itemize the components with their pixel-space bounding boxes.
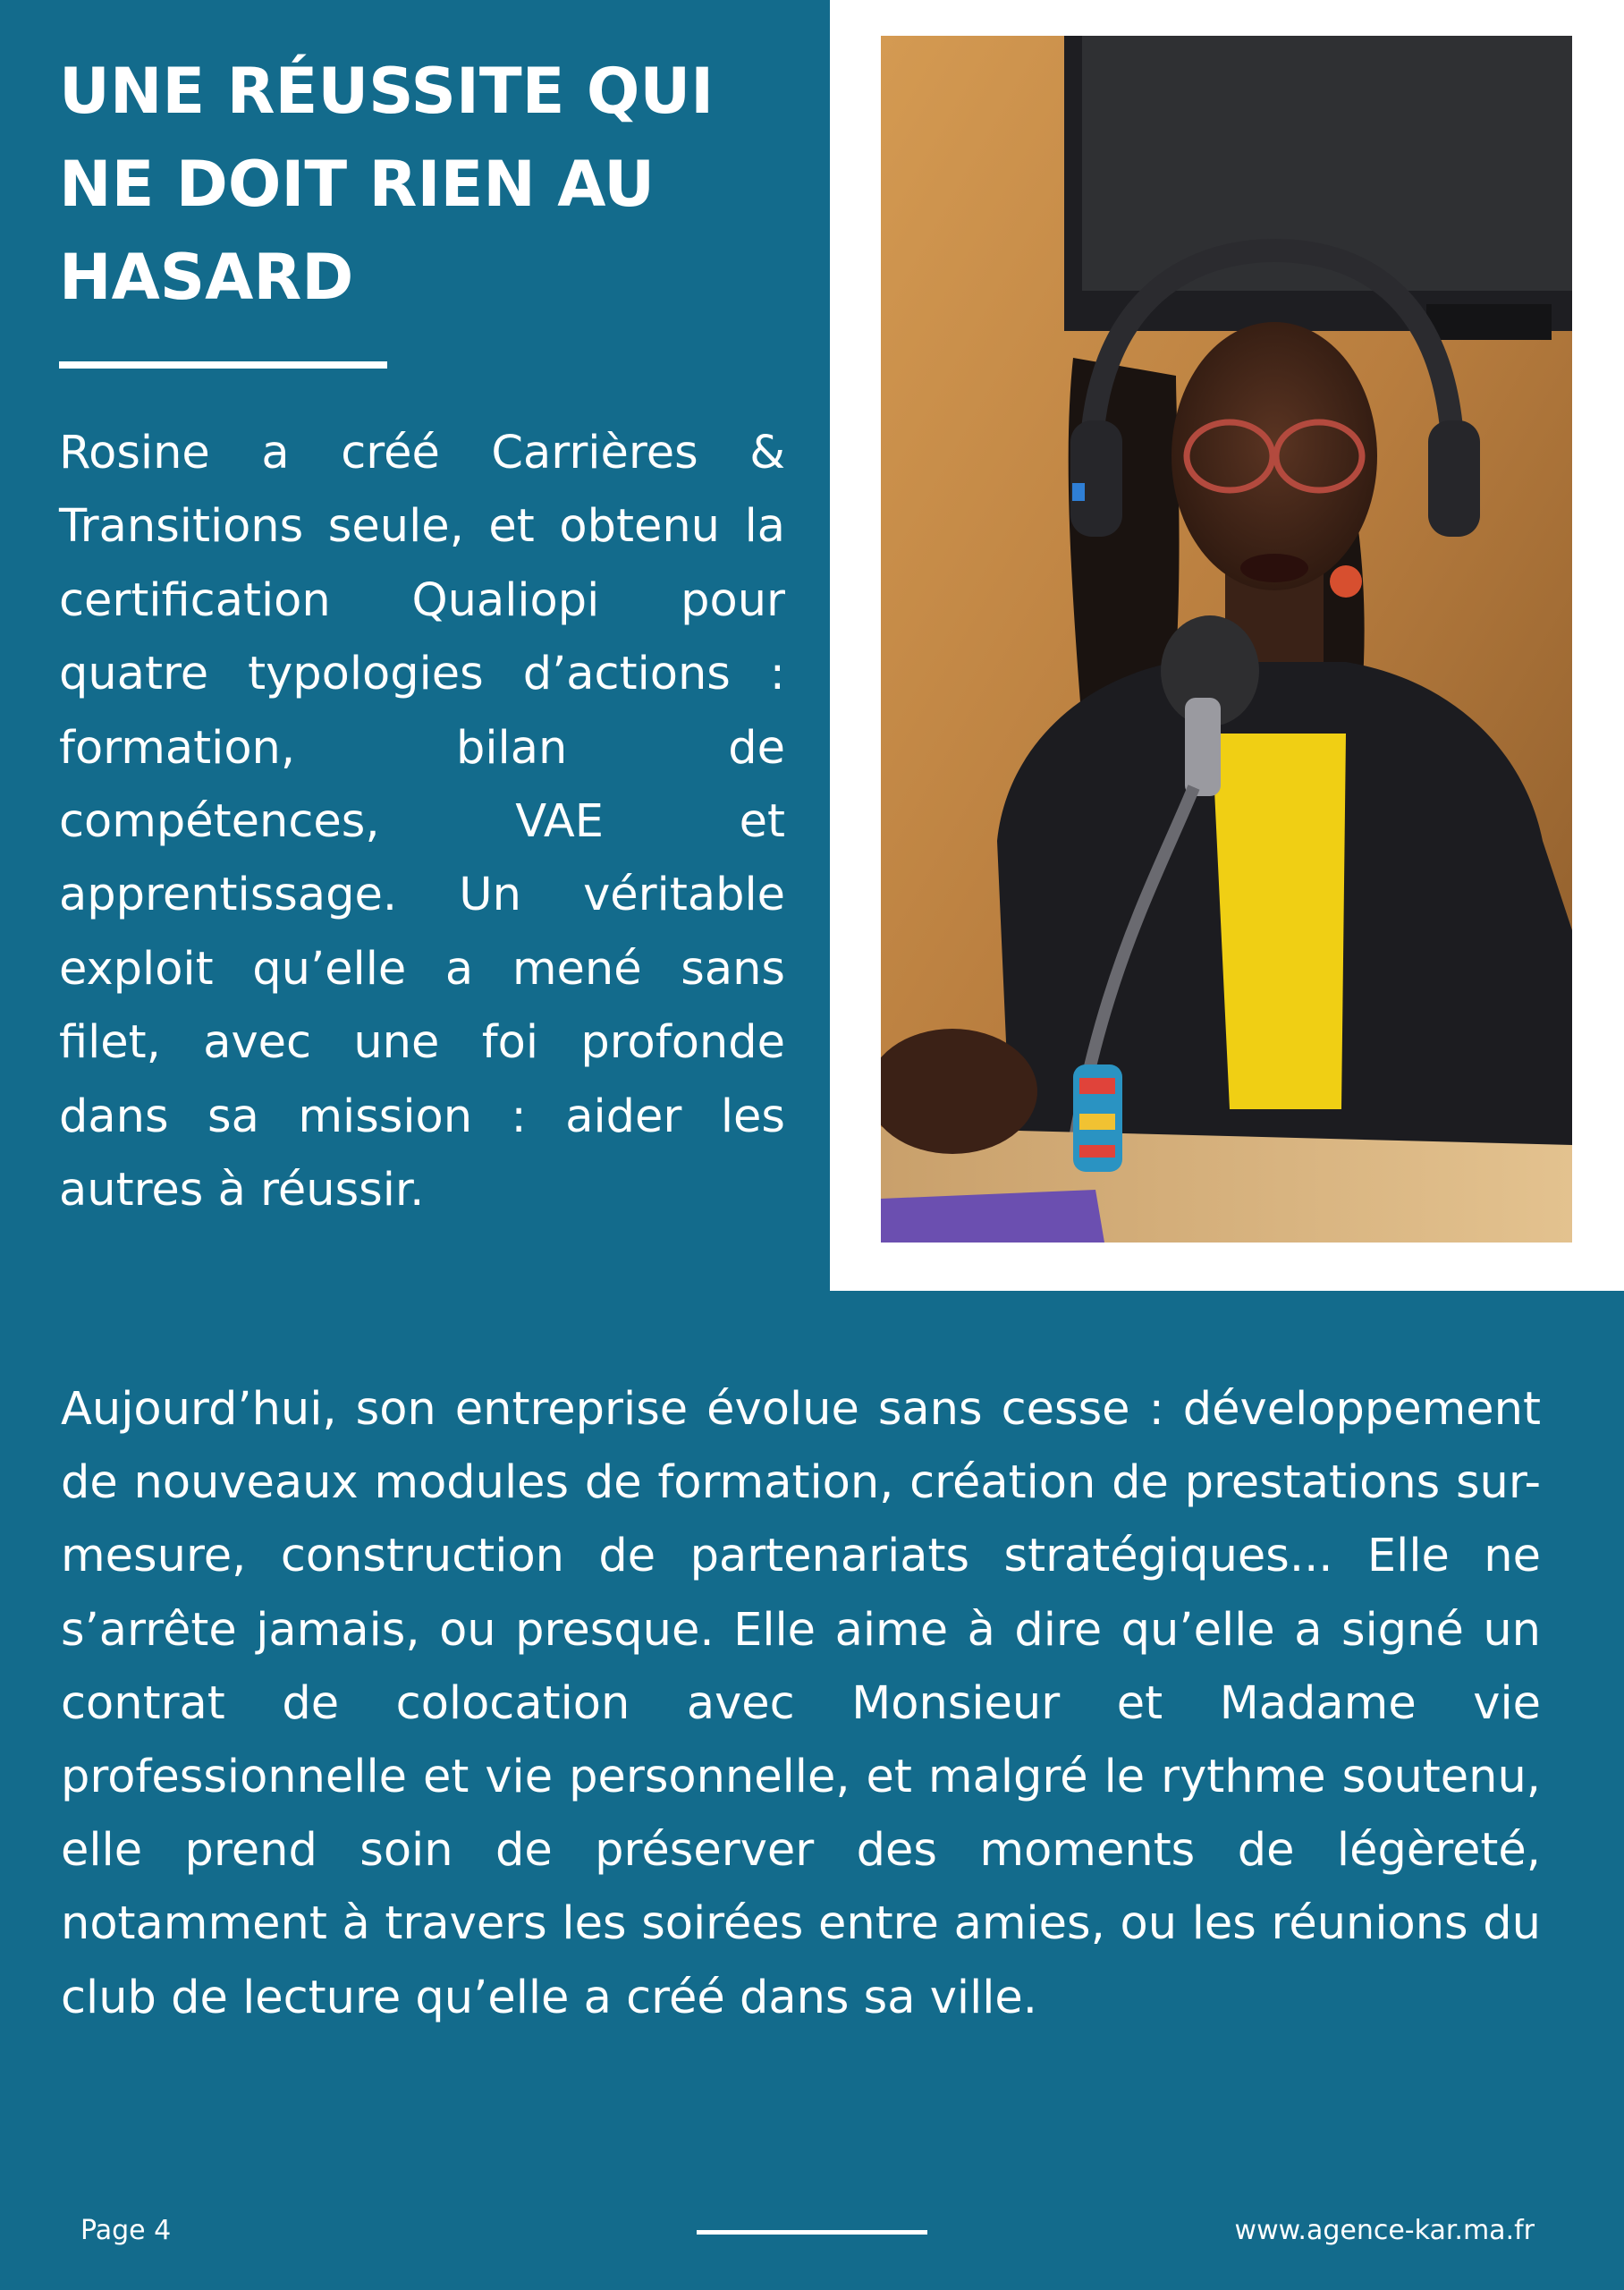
intro-paragraph: Rosine a créé Carrières & Transitions seule, et obtenu la certification Qualiopi pour quatre typologies d’actions : formation, bilan de compétences, VAE et apprentissage. Un véritable exploit qu’elle a mené sans filet, avec une foi profonde dans sa mission : aider les autres à réussir.	[59, 427, 785, 1217]
footer-divider	[697, 2230, 927, 2235]
website-link[interactable]: www.agence-kar.ma.fr	[1234, 2215, 1535, 2246]
title-underline	[59, 361, 387, 369]
body-paragraph: Aujourd’hui, son entreprise évolue sans cesse : développement de nouveaux modules de formation, création de prestations sur-mesure, construction de partenariats stratégiques... Elle ne s’arrête jamais, ou presque. Elle aime à dire qu’elle a signé un contrat de colocation avec Monsieur et Madame vie professionnelle et vie personnelle, et malgré le rythme soutenu, elle prend soin de préserver des moments de légèreté, notamment à travers les soirées entre amies, ou les réunions du club de lecture qu’elle a créé dans sa ville.	[61, 1383, 1541, 2024]
portrait-photo	[881, 36, 1572, 1243]
page-title: UNE RÉUSSITE QUI NE DOIT RIEN AU HASARD	[59, 55, 715, 314]
page-number: Page 4	[80, 2215, 172, 2246]
